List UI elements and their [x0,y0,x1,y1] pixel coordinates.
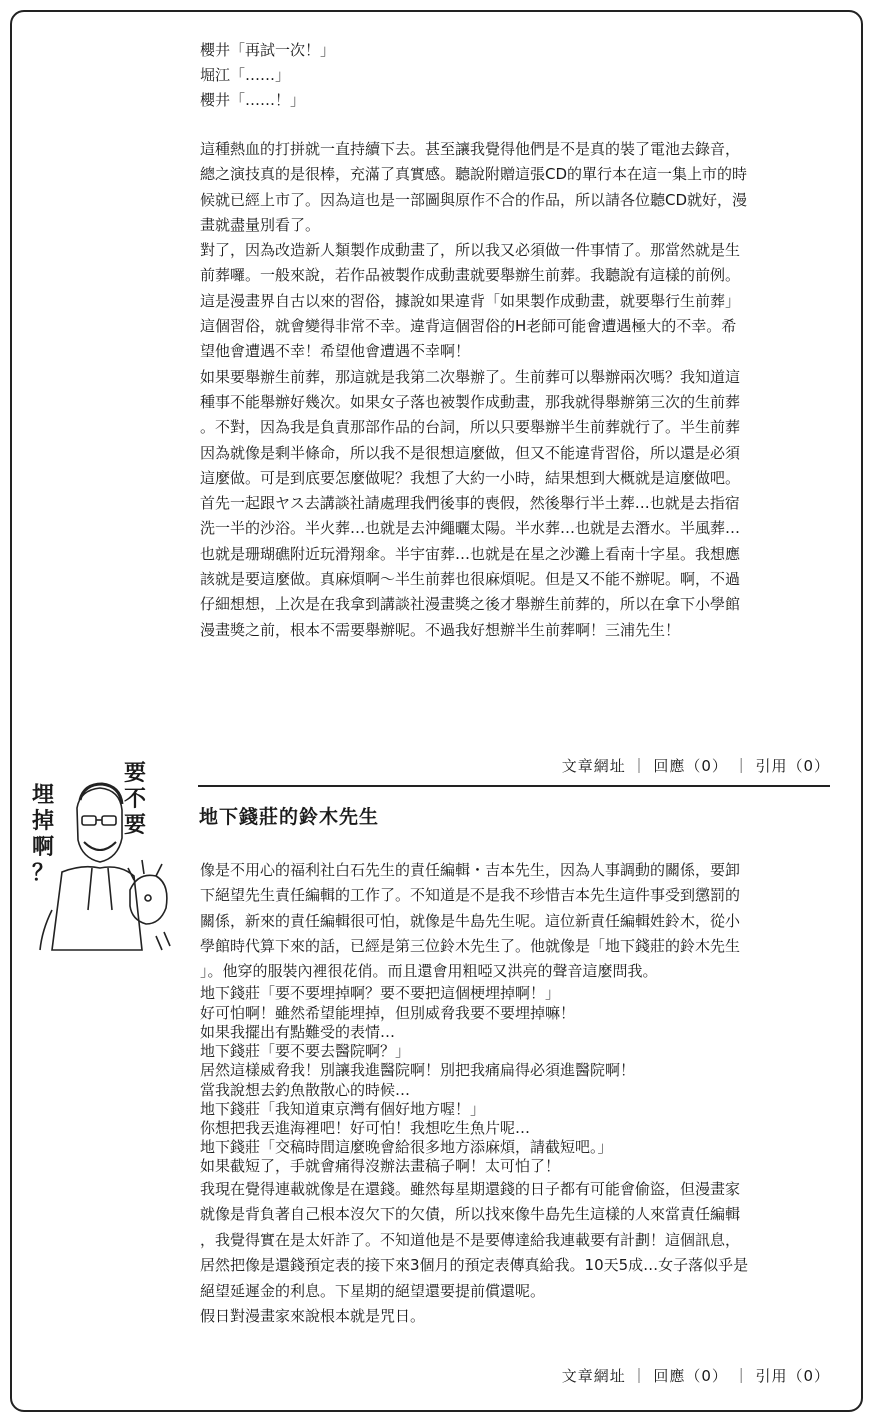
post2-title: 地下錢莊的鈴木先生 [199,806,380,828]
text-line: 」。他穿的服裝內裡很花俏。而且還會用粗啞又洪亮的聲音這麼問我。 [200,962,658,981]
trackback-link[interactable]: 引用（0） [755,1367,830,1385]
character-drawing [22,760,172,960]
post2-paragraph-closing [200,1177,832,1331]
dialog-line: 堀江「……」 [200,66,291,84]
text-line: ，我覺得實在是太奸詐了。不知道他是不是要傳達給我連載要有計劃！這個訊息， [200,1230,741,1249]
section-divider [198,785,830,787]
illustration-glyph: 要 [123,760,146,786]
text-line: 像是不用心的福利社白石先生的責任編輯・吉本先生，因為人事調動的關係，要卸 [200,861,741,879]
illustration-glyph: 埋 [31,782,54,808]
text-line: 種事不能舉辦好幾次。如果女子落也被製作成動畫，那我就得舉辦第三次的生前葬 [200,392,741,411]
post2-footer [562,1365,830,1386]
text-line: 該就是要這麼做。真麻煩啊～半生前葬也很麻煩呢。但是又不能不辦呢。啊，不過 [200,570,741,589]
text-line: 首先一起跟ヤス去講談社請處理我們後事的喪假，然後舉行半土葬…也就是去指宿 [200,494,740,513]
text-line: 這麼做。可是到底要怎麼做呢？我想了大約一小時，結果想到大概就是這麼做吧。 [200,468,741,487]
text-line: 望他會遭遇不幸！希望他會遭遇不幸啊！ [200,342,471,361]
replies-link[interactable]: 回應（0） [653,1367,728,1385]
text-line: 假日對漫畫家來說根本就是咒日。 [200,1307,426,1326]
text-line: 就像是背負著自己根本沒欠下的欠債，所以找來像牛島先生這樣的人來當責任編輯 [200,1205,741,1224]
text-line: 如果我擺出有點難受的表情… [200,1022,396,1041]
text-line: 畫就盡量別看了。 [200,215,321,234]
permalink-link[interactable]: 文章網址 [561,757,626,775]
text-line: 如果截短了，手就會痛得沒辦法畫稿子啊！太可怕了！ [200,1157,561,1176]
text-line: 這個習俗，就會變得非常不幸。違背這個習俗的H老師可能會遭遇極大的不幸。希 [200,317,737,336]
text-line: 地下錢莊「我知道東京灣有個好地方喔！」 [200,1099,486,1118]
text-line: 前葬囉。一般來說，若作品被製作成動畫就要舉辦生前葬。我聽說有這樣的前例。 [200,266,741,285]
text-line: 學館時代算下來的話，已經是第三位鈴木先生了。他就像是「地下錢莊的鈴木先生 [200,936,741,955]
text-line: 這種熱血的打拼就一直持續下去。甚至讓我覺得他們是不是真的裝了電池去錄音， [200,140,741,158]
separator: ｜ [733,757,750,775]
text-line: 居然把像是還錢預定表的接下來3個月的預定表傳真給我。10天5成…女子落似乎是 [200,1256,749,1275]
text-line: 對了，因為改造新人類製作成動畫了，所以我又必須做一件事情了。那當然就是生 [200,241,741,260]
text-line: 我現在覺得連載就像是在還錢。雖然每星期還錢的日子都有可能會偷盜，但漫畫家 [200,1179,741,1198]
text-line: 當我說想去釣魚散散心的時候… [200,1080,411,1099]
text-line: 仔細想想，上次是在我拿到講談社漫畫獎之後才舉辦生前葬的，所以在拿下小學館 [200,595,741,614]
separator: ｜ [631,1367,648,1385]
dialog-line: 櫻井「再試一次！」 [200,41,336,59]
text-line: 。不對，因為我是負責那部作品的台詞，所以只要舉辦半生前葬就行了。半生前葬 [200,418,741,437]
illustration-glyph: 啊 [31,834,54,860]
illustration-glyph: ？ [31,860,54,886]
post2-dialog-list [200,984,832,1176]
trackback-link[interactable]: 引用（0） [755,757,830,775]
text-line: 漫畫獎之前，根本不需要舉辦呢。不過我好想辦半生前葬啊！三浦先生！ [200,620,681,639]
permalink-link[interactable]: 文章網址 [561,1367,626,1385]
post1-footer [562,755,830,776]
text-line: 地下錢莊「交稿時間這麼晚會給很多地方添麻煩，請截短吧。」 [200,1138,613,1157]
text-line: 如果要舉辦生前葬，那這就是我第二次舉辦了。生前葬可以舉辦兩次嗎？我知道這 [200,367,741,386]
text-line: 下絕望先生責任編輯的工作了。不知道是不是我不珍惜吉本先生這件事受到懲罰的 [200,886,741,905]
text-line: 居然這樣威脅我！別讓我進醫院啊！別把我痛扁得必須進醫院啊！ [200,1061,636,1080]
post1-body [200,137,832,643]
text-line: 地下錢莊「要不要埋掉啊？要不要把這個梗埋掉啊！」 [200,984,561,1003]
text-line: 絕望延遲金的利息。下星期的絕望還要提前償還呢。 [200,1281,546,1300]
text-line: 因為就像是剩半條命，所以我不是很想這麼做，但又不能違背習俗，所以還是必須 [200,443,741,462]
post2-paragraph-intro [200,858,832,984]
dialog-block [200,38,832,113]
replies-link[interactable]: 回應（0） [653,757,728,775]
illustration-glyph: 要 [123,812,146,838]
text-line: 好可怕啊！雖然希望能埋掉，但別威脅我要不要埋掉嘛！ [200,1003,576,1022]
text-line: 關係，新來的責任編輯很可怕，就像是牛島先生呢。這位新責任編輯姓鈴木，從小 [200,911,741,930]
text-line: 你想把我丟進海裡吧！好可怕！我想吃生魚片呢… [200,1118,531,1137]
separator: ｜ [733,1367,750,1385]
illustration-glyph: 不 [123,786,146,812]
illustration-glyph: 掉 [31,808,54,834]
separator: ｜ [631,757,648,775]
character-illustration [22,760,172,960]
text-line: 也就是珊瑚礁附近玩滑翔傘。半宇宙葬…也就是在星之沙灘上看南十字星。我想應 [200,544,741,563]
dialog-line: 櫻井「……！」 [200,91,306,109]
post2-body [200,858,832,1330]
text-line: 候就已經上市了。因為這也是一部圖與原作不合的作品，所以請各位聽CD就好，漫 [200,190,748,209]
text-line: 總之演技真的是很棒，充滿了真實感。聽說附贈這張CD的單行本在這一集上市的時 [200,165,748,184]
text-line: 這是漫畫界自古以來的習俗，據說如果違背「如果製作成動畫，就要舉行生前葬」 [200,291,741,310]
text-line: 洗一半的沙浴。半火葬…也就是去沖繩曬太陽。半水葬…也就是去潛水。半風葬… [200,519,741,538]
text-line: 地下錢莊「要不要去醫院啊？」 [200,1042,411,1061]
